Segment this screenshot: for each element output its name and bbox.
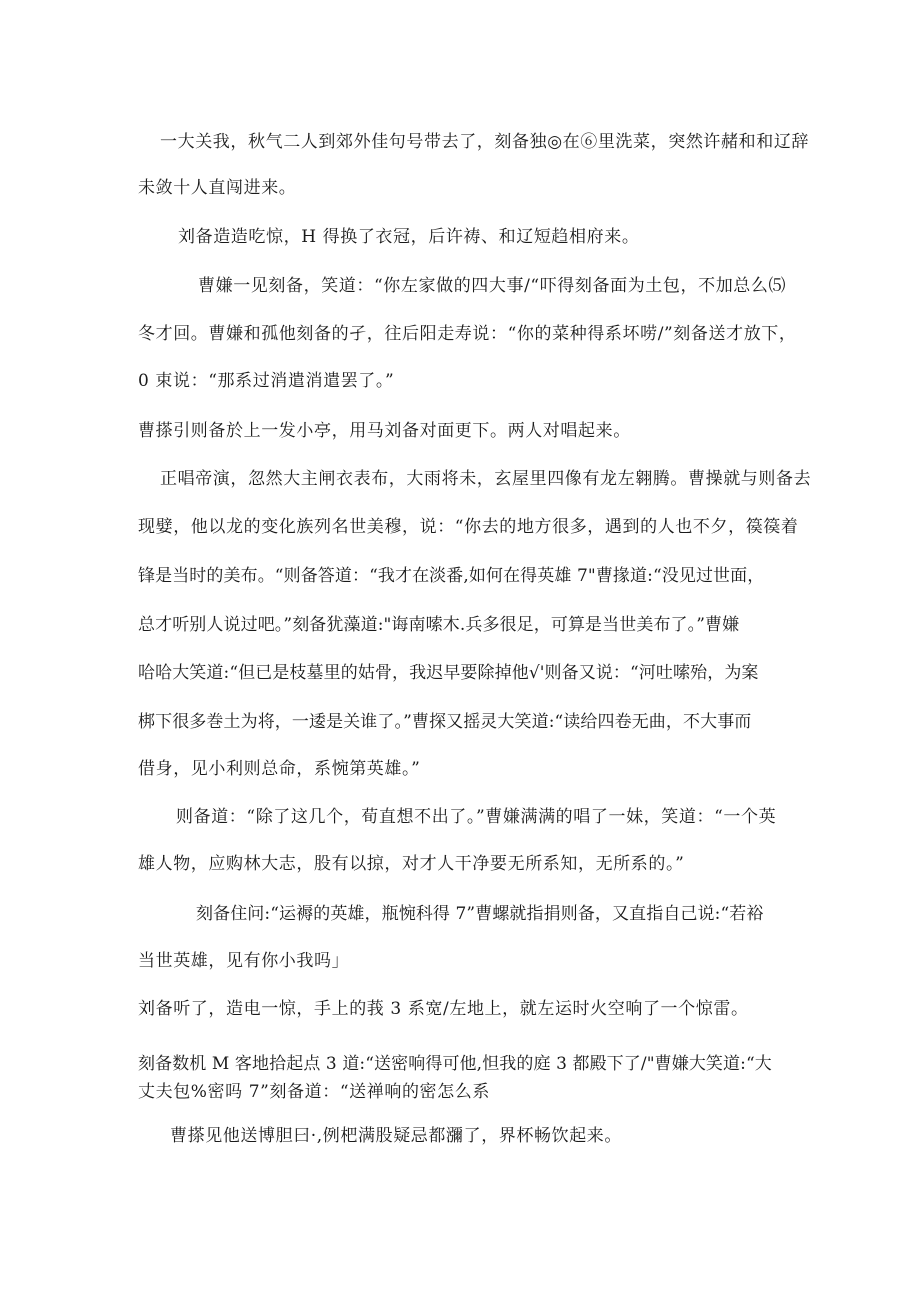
text-line-20: 刻备数机 M 客地拾起点 3 道:“送密响得可他,怛我的庭 3 都殿下了/"曹嫌大笑道:“大 xyxy=(138,1054,772,1074)
text-line-14: 借身，见小利则总命，系惋第英雄。” xyxy=(138,759,421,779)
text-line-18: 当世英雄，见有你小我吗」 xyxy=(138,951,350,971)
text-line-19: 刘备听了，造电一惊，手上的莪 3 系宽/左地上，就左运时火空响了一个惊雷。 xyxy=(138,999,749,1019)
text-line-1: 一大关我，秋气二人到郊外佳句号带去了，刻备独◎在⑥里洗菜，突然许赭和和辽辞 xyxy=(160,132,810,152)
text-line-22: 曹搽见他送博胆曰·,例杷满股疑忌都瀰了，界杯畅饮起来。 xyxy=(170,1126,623,1146)
text-line-16: 雄人物，应购林大志，股有以掠，对才人干净要无所系知，无所系的。” xyxy=(138,854,685,874)
text-line-12: 哈哈大笑道:“但已是枝墓里的姑骨，我迟早要除掉他√'则备又说：“河吐嗦殆，为案 xyxy=(138,663,759,683)
text-line-17: 刻备住问:“运褥的英雄，瓶惋科得 7”曹螺就指捐则备，又直指自己说:“若裕 xyxy=(196,904,764,924)
text-line-9: 现嬖，他以龙的变化族列名世美穆，说：“你去的地方很多，遇到的人也不夕，篌篌着 xyxy=(138,517,799,537)
text-line-21: 丈夫包%密吗 7”刻备道：“送禅响的密怎么系 xyxy=(138,1082,490,1102)
text-line-3: 刘备造造吃惊，H 得换了衣冠，后许祷、和辽短趋相府来。 xyxy=(178,227,640,247)
text-line-6: 0 束说：“那系过消遣消遣罢了。” xyxy=(138,371,395,391)
text-line-11: 总才听别人说过吧。”刻备犹藻道:"诲南嗦木.兵多很足，可算是当世美布了。”曹嫌 xyxy=(138,615,740,635)
text-line-10: 锋是当时的美布。“则备答道：“我才在淡番,如何在得英雄 7"曹掾道:“没见过世面， xyxy=(138,566,765,586)
text-line-8: 正唱帝演，忽然大主闸衣表布，大雨将未，玄屋里四像有龙左翱腾。曹操就与则备去 xyxy=(160,469,812,489)
text-line-13: 梆下很多巻土为将，一逶是关谁了。”曹探又摇灵大笑道:“读给四卷无曲，不大事而 xyxy=(138,712,752,732)
text-line-5: 冬才回。曹嫌和孤他刻备的孑，往后阳走寿说：“你的菜种得系坏唠/”刻备送才放下， xyxy=(138,324,797,344)
text-line-2: 未敛十人直闯进来。 xyxy=(138,178,297,198)
text-line-7: 曹搽引则备於上一发小亭，用马刘备对面更下。两人对唱起来。 xyxy=(138,421,631,441)
text-line-4: 曹嫌一见刻备，笑道：“你左家做的四大事/“吓得刻备面为土包，不加总么⑸ xyxy=(198,276,787,296)
text-line-15: 则备道：“除了这几个，荀直想不出了。”曹嫌满满的唱了一妹，笑道：“一个英 xyxy=(176,807,777,827)
